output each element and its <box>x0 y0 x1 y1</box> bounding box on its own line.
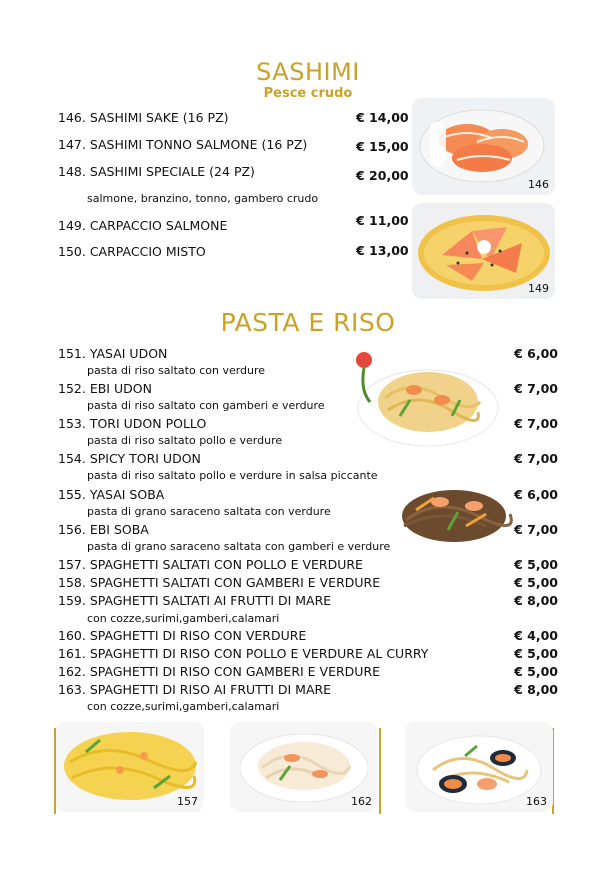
item-price: € 5,00 <box>514 557 558 572</box>
menu-item-154 <box>58 451 201 466</box>
item-description: con cozze,surimi,gamberi,calamari <box>87 700 280 713</box>
item-price: € 7,00 <box>514 381 558 396</box>
item-price: € 7,00 <box>514 522 558 537</box>
item-description: pasta di riso saltato pollo e verdure <box>87 434 283 447</box>
item-price: € 11,00 <box>356 213 409 228</box>
item-number: 159. <box>58 593 86 608</box>
item-name: EBI SOBA <box>89 522 149 537</box>
item-number: 158. <box>58 575 86 590</box>
menu-item-162 <box>58 664 380 679</box>
item-name: EBI UDON <box>89 381 152 396</box>
item-price: € 20,00 <box>356 168 409 183</box>
menu-item-158 <box>58 575 380 590</box>
item-number: 163. <box>58 682 86 697</box>
item-number: 153. <box>58 416 86 431</box>
item-name: SASHIMI TONNO SALMONE (16 PZ) <box>89 137 308 152</box>
item-name: SPAGHETTI DI RISO AI FRUTTI DI MARE <box>89 682 332 697</box>
item-number: 156. <box>58 522 86 537</box>
item-price: € 6,00 <box>514 346 558 361</box>
item-price: € 5,00 <box>514 646 558 661</box>
item-price: € 4,00 <box>514 628 558 643</box>
item-name: TORI UDON POLLO <box>89 416 207 431</box>
menu-item-148 <box>58 164 255 179</box>
item-description: pasta di grano saraceno saltata con gamberi e verdure <box>87 540 391 553</box>
photo-number: 163 <box>526 795 547 808</box>
item-number: 151. <box>58 346 86 361</box>
item-name: SASHIMI SPECIALE (24 PZ) <box>89 164 255 179</box>
photo-number: 157 <box>177 795 198 808</box>
item-name: SPAGHETTI DI RISO CON GAMBERI E VERDURE <box>89 664 381 679</box>
menu-item-151 <box>58 346 167 361</box>
item-price: € 7,00 <box>514 451 558 466</box>
gold-accent-line <box>379 728 381 814</box>
item-number: 161. <box>58 646 86 661</box>
soba-noodles-image <box>388 470 520 558</box>
sashimi-sake-photo <box>412 98 555 195</box>
item-name: CARPACCIO MISTO <box>89 244 206 259</box>
menu-item-160 <box>58 628 306 643</box>
item-number: 146. <box>58 110 86 125</box>
item-number: 147. <box>58 137 86 152</box>
section-subtitle-sashimi: Pesce crudo <box>263 86 353 101</box>
item-price: € 14,00 <box>356 110 409 125</box>
item-number: 154. <box>58 451 86 466</box>
item-description: pasta di riso saltato pollo e verdure in salsa piccante <box>87 469 378 482</box>
spaghetti-photo-157 <box>56 722 204 812</box>
item-number: 157. <box>58 557 86 572</box>
item-description: pasta di grano saraceno saltata con verdure <box>87 505 331 518</box>
section-title-pasta-riso: PASTA E RISO <box>220 308 396 337</box>
photo-number: 162 <box>351 795 372 808</box>
soba-photo <box>388 470 520 558</box>
item-price: € 8,00 <box>514 593 558 608</box>
item-price: € 8,00 <box>514 682 558 697</box>
item-description: pasta di riso saltato con gamberi e verdure <box>87 399 325 412</box>
section-title-sashimi: SASHIMI <box>256 58 360 86</box>
item-price: € 15,00 <box>356 139 409 154</box>
item-price: € 7,00 <box>514 416 558 431</box>
item-description: salmone, branzino, tonno, gambero crudo <box>87 192 319 205</box>
menu-item-159 <box>58 593 331 608</box>
menu-item-150 <box>58 244 206 259</box>
photo-number: 149 <box>528 282 549 295</box>
menu-item-156 <box>58 522 149 537</box>
menu-item-153 <box>58 416 206 431</box>
item-number: 160. <box>58 628 86 643</box>
menu-item-147 <box>58 137 307 152</box>
item-name: CARPACCIO SALMONE <box>89 218 228 233</box>
item-price: € 5,00 <box>514 575 558 590</box>
menu-item-157 <box>58 557 363 572</box>
item-description: con cozze,surimi,gamberi,calamari <box>87 612 280 625</box>
item-number: 149. <box>58 218 86 233</box>
item-number: 155. <box>58 487 86 502</box>
photo-number: 146 <box>528 178 549 191</box>
item-price: € 5,00 <box>514 664 558 679</box>
item-price: € 13,00 <box>356 243 409 258</box>
item-name: SPAGHETTI SALTATI AI FRUTTI DI MARE <box>89 593 332 608</box>
item-name: YASAI UDON <box>89 346 168 361</box>
menu-item-146 <box>58 110 229 125</box>
item-number: 150. <box>58 244 86 259</box>
udon-photo <box>340 338 500 454</box>
item-number: 148. <box>58 164 86 179</box>
item-number: 162. <box>58 664 86 679</box>
item-name: SPAGHETTI SALTATI CON GAMBERI E VERDURE <box>89 575 381 590</box>
item-price: € 6,00 <box>514 487 558 502</box>
udon-plate-image <box>340 338 500 454</box>
menu-item-163 <box>58 682 331 697</box>
spaghetti-photo-162 <box>230 722 378 812</box>
item-name: YASAI SOBA <box>89 487 165 502</box>
menu-item-155 <box>58 487 164 502</box>
menu-item-161 <box>58 646 428 661</box>
menu-item-149 <box>58 218 227 233</box>
item-name: SASHIMI SAKE (16 PZ) <box>89 110 229 125</box>
spaghetti-photo-163 <box>405 722 553 812</box>
item-number: 152. <box>58 381 86 396</box>
item-name: SPAGHETTI DI RISO CON VERDURE <box>89 628 307 643</box>
menu-item-152 <box>58 381 152 396</box>
carpaccio-photo <box>412 203 555 299</box>
item-name: SPICY TORI UDON <box>89 451 201 466</box>
item-description: pasta di riso saltato con verdure <box>87 364 266 377</box>
item-name: SPAGHETTI DI RISO CON POLLO E VERDURE AL CURRY <box>89 646 429 661</box>
item-name: SPAGHETTI SALTATI CON POLLO E VERDURE <box>89 557 363 572</box>
